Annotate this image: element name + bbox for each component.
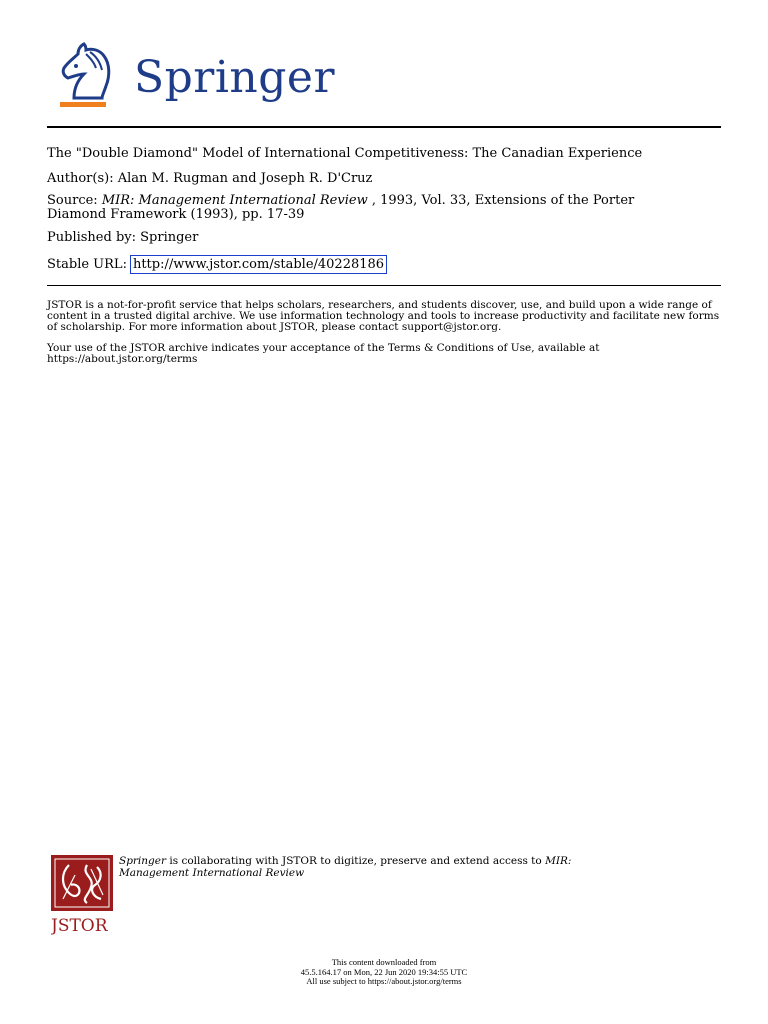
source-journal: MIR: Management International Review: [101, 193, 368, 208]
terms-notice: Your use of the JSTOR archive indicates your acceptance of the Terms & Conditions of Use, available at https://about.jstor.org/terms: [47, 342, 600, 365]
jstor-logo-text: JSTOR: [51, 916, 108, 935]
footer-line-2: 45.5.164.17 on Mon, 22 Jun 2020 19:34:55 UTC: [300, 966, 468, 977]
collab-publisher: Springer: [119, 855, 167, 867]
notice-divider: [47, 285, 721, 286]
download-footer: [0, 958, 768, 987]
stable-url: [47, 257, 387, 272]
collab-text: is collaborating with JSTOR to digitize, preserve and extend access to: [166, 855, 546, 867]
jstor-notice: JSTOR is a not-for-profit service that helps scholars, researchers, and students discover, use, and build upon a wide range of content in a trusted digital archive. We use information technology and tools to increase productivity and facilitate new forms of scholarship. For more information about JSTOR, please contact support@jstor.org.: [47, 299, 720, 333]
springer-wordmark: Springer: [134, 52, 335, 103]
article-source-line2: Diamond Framework (1993), pp. 17-39: [47, 207, 305, 222]
source-label: Source:: [47, 193, 102, 208]
source-details: , 1993, Vol. 33, Extensions of the Porter: [367, 193, 635, 208]
springer-logo: [56, 40, 356, 112]
stable-url-link[interactable]: http://www.jstor.com/stable/40228186: [130, 255, 387, 274]
footer-line-3: All use subject to https://about.jstor.org/terms: [306, 976, 462, 986]
jstor-logo: [51, 855, 117, 935]
collaboration-statement: [119, 855, 639, 879]
collab-journal: MIR: Management International Review: [119, 855, 572, 879]
header-divider: [47, 126, 721, 128]
article-title: The "Double Diamond" Model of International Competitiveness: The Canadian Experience: [47, 146, 643, 161]
footer-line-1: This content downloaded from: [331, 957, 437, 967]
article-authors: Author(s): Alan M. Rugman and Joseph R. D'Cruz: [47, 171, 373, 186]
knight-chess-piece-icon: [56, 40, 120, 112]
stable-url-label: Stable URL:: [47, 257, 127, 272]
article-source: [47, 193, 634, 208]
published-by: Published by: Springer: [47, 230, 199, 245]
jstor-emblem-icon: [51, 855, 117, 935]
